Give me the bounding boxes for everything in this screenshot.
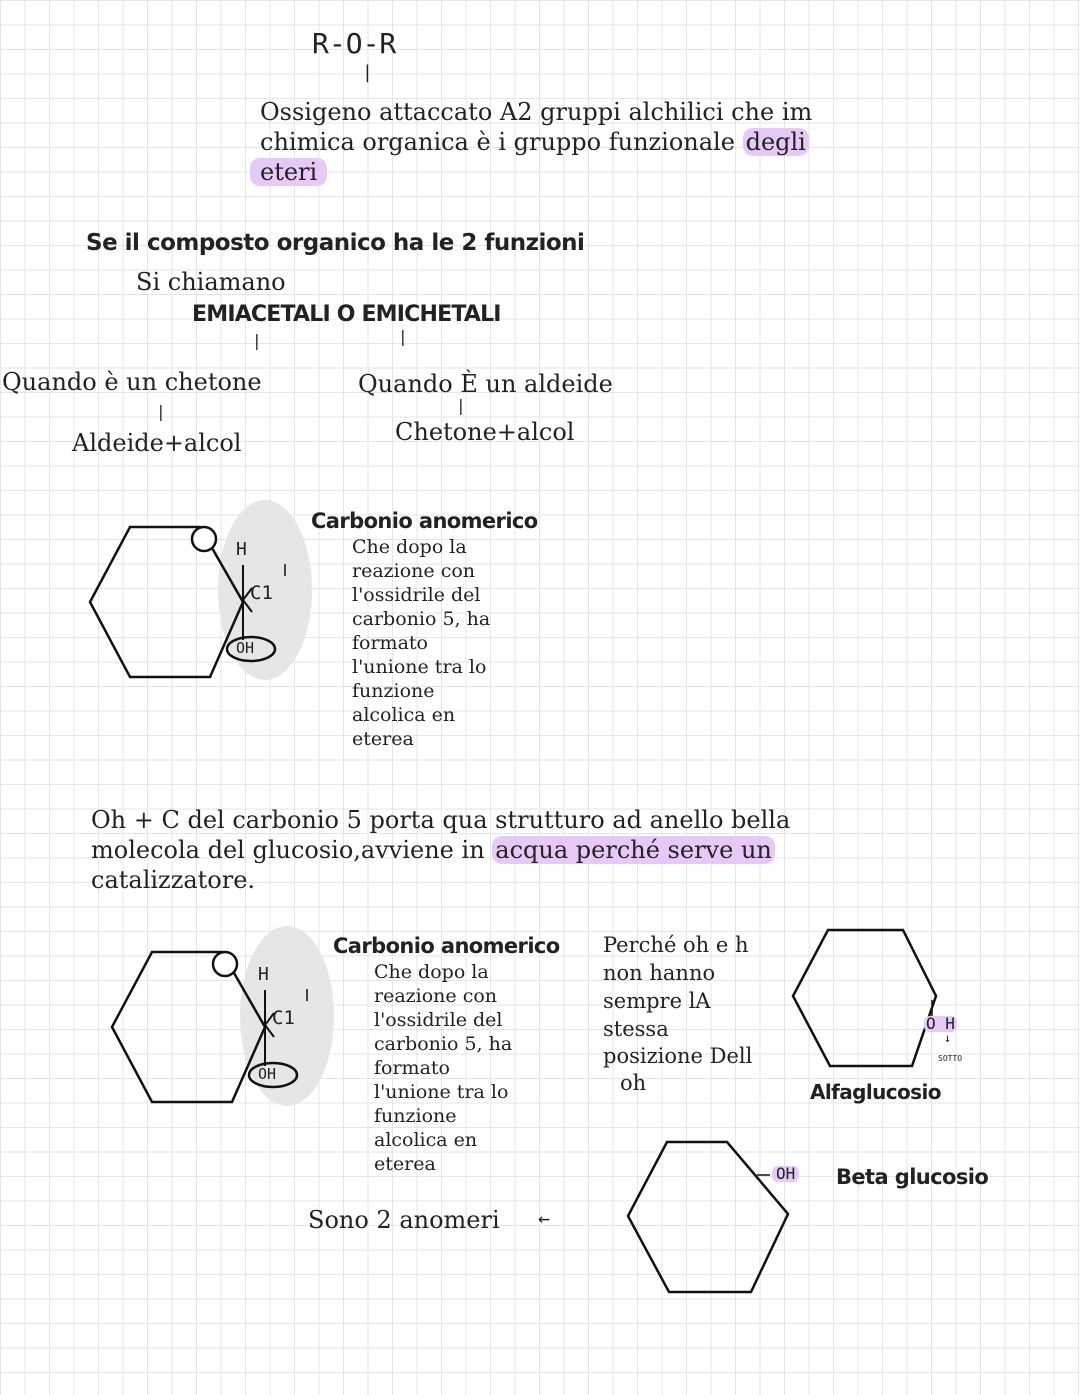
paragraph-line-2-text: molecola del glucosio,avviene in xyxy=(91,836,493,864)
diagram2-desc-6: funzione xyxy=(374,1105,457,1127)
right-result: Chetone+alcol xyxy=(395,418,575,446)
diagram2-label-c1: C1 xyxy=(272,1007,295,1029)
diagram2-label-oh: OH xyxy=(258,1065,277,1083)
diagram1-desc-0: Che dopo la xyxy=(352,536,467,558)
diagram1-desc-3: carbonio 5, ha xyxy=(352,608,491,630)
functions-title: Se il composto organico ha le 2 funzioni xyxy=(86,230,585,256)
diagram2-label-h: H xyxy=(258,964,269,985)
alpha-sotto-label: SOTTO xyxy=(938,1054,963,1063)
alpha-hexagon xyxy=(793,930,936,1066)
tick-right: | xyxy=(398,327,408,346)
diagram2-desc-3: carbonio 5, ha xyxy=(374,1033,513,1055)
ether-line-1: Ossigeno attaccato A2 gruppi alchilici che im xyxy=(260,98,813,126)
paragraph-highlight: acqua perché serve un xyxy=(492,836,775,864)
alpha-label: Alfaglucosio xyxy=(810,1080,941,1104)
why-line-5: oh xyxy=(620,1071,647,1095)
right-case: Quando È un aldeide xyxy=(358,370,613,398)
diagram2-desc-2: l'ossidrile del xyxy=(374,1009,503,1031)
diagram1-desc-6: funzione xyxy=(352,680,435,702)
paragraph-line-3: catalizzatore. xyxy=(91,866,256,894)
functions-name: EMIACETALI O EMICHETALI xyxy=(192,302,501,327)
ether-highlight-eteri: eteri xyxy=(250,158,327,186)
diagram1-desc-2: l'ossidrile del xyxy=(352,584,481,606)
alpha-down-arrow: ↓ xyxy=(944,1031,952,1045)
left-case: Quando è un chetone xyxy=(2,368,262,396)
why-line-2: sempre lA xyxy=(603,989,711,1013)
beta-hexagon xyxy=(628,1142,788,1292)
tick-left: | xyxy=(252,331,262,350)
ror-formula: R-O-R xyxy=(312,27,397,60)
ether-highlight-degli: degli xyxy=(743,128,809,156)
diagram2-title: Carbonio anomerico xyxy=(333,934,560,958)
diagram2-desc-5: l'unione tra lo xyxy=(374,1081,509,1103)
why-line-4: posizione Dell xyxy=(603,1044,753,1068)
diagram1-desc-8: eterea xyxy=(352,728,414,750)
diagram1-label-c1: C1 xyxy=(250,582,273,604)
ror-tick: | xyxy=(362,62,373,83)
diagram1-desc-5: l'unione tra lo xyxy=(352,656,487,678)
beta-label: Beta glucosio xyxy=(836,1165,989,1189)
diagram2-desc-4: formato xyxy=(374,1057,450,1079)
paragraph-line-2 xyxy=(91,838,775,862)
diagram2-oxygen xyxy=(213,952,237,976)
diagram2-desc-7: alcolica en xyxy=(374,1129,478,1151)
why-line-0: Perché oh e h xyxy=(603,933,749,957)
diagram1-oxygen xyxy=(192,527,216,551)
diagram1-desc-7: alcolica en xyxy=(352,704,456,726)
diagram2-desc-0: Che dopo la xyxy=(374,961,489,983)
ether-line-2-text: chimica organica è i gruppo funzionale xyxy=(260,128,743,156)
anomers-arrow: ← xyxy=(538,1206,551,1230)
anomers-summary: Sono 2 anomeri xyxy=(308,1206,500,1234)
alpha-oh-label: O H xyxy=(926,1014,955,1033)
diagram1-label-oh: OH xyxy=(236,639,255,657)
diagram1-desc-4: formato xyxy=(352,632,428,654)
functions-subtitle: Si chiamano xyxy=(136,268,286,296)
diagram1-desc-1: reazione con xyxy=(352,560,476,582)
paragraph-line-1: Oh + C del carbonio 5 porta qua strutturo ad anello bella xyxy=(91,806,791,834)
left-result: Aldeide+alcol xyxy=(72,429,242,457)
tick-left-result: | xyxy=(156,402,166,421)
beta-oh-label: OH xyxy=(772,1166,799,1182)
why-line-1: non hanno xyxy=(603,961,716,985)
tick-right-result: | xyxy=(456,396,466,415)
diagram2-desc-1: reazione con xyxy=(374,985,498,1007)
diagram2-desc-8: eterea xyxy=(374,1153,436,1175)
diagram1-label-h: H xyxy=(236,539,247,560)
why-line-3: stessa xyxy=(603,1017,669,1041)
diagram1-title: Carbonio anomerico xyxy=(311,509,538,533)
